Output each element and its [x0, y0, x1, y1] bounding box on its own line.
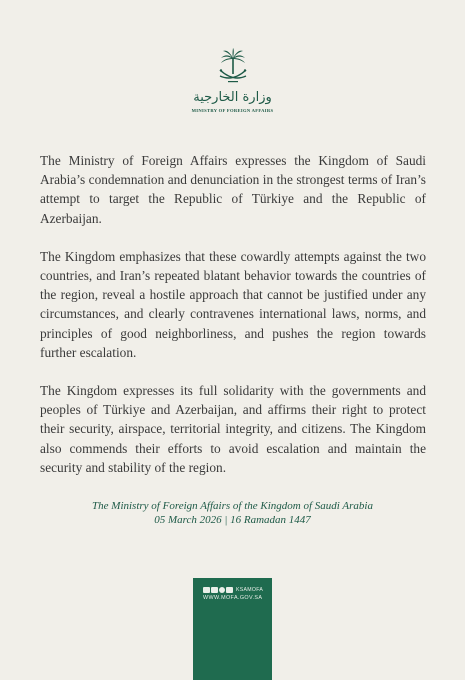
facebook-icon[interactable]	[219, 587, 225, 593]
social-handle[interactable]: KSAMOFA	[236, 586, 264, 593]
letterhead	[0, 48, 465, 113]
signature-block	[0, 499, 465, 527]
social-links	[203, 586, 263, 593]
ministry-name-arabic: وزارة الخارجية	[193, 90, 272, 105]
footer-contact-box	[193, 578, 272, 680]
x-icon[interactable]	[226, 587, 233, 593]
signature-ministry: The Ministry of Foreign Affairs of the Kingdom of Saudi Arabia	[92, 500, 373, 512]
statement-paragraph-2: The Kingdom emphasizes that these cowardly attempts against the two countries, and Iran’s repeated blatant behavior towards the countries of the region, reveal a hostile approach that cannot be justified under any circumstances, and clearly contravenes international laws, norms, and principles of good neighborliness, and pushes the region towards further escalation.	[40, 248, 426, 360]
website-link[interactable]: WWW.MOFA.GOV.SA	[203, 595, 263, 601]
saudi-emblem-icon	[216, 48, 250, 88]
statement-paragraph-1: The Ministry of Foreign Affairs expresses the Kingdom of Saudi Arabia’s condemnation and denunciation in the strongest terms of Iran’s attempt to target the Republic of Türkiye and the Republic of Azerbaijan.	[40, 153, 426, 226]
ministry-name-english: MINISTRY OF FOREIGN AFFAIRS	[191, 108, 274, 113]
signature-date: 05 March 2026 | 16 Ramadan 1447	[154, 514, 311, 526]
statement-body	[40, 151, 426, 496]
statement-paragraph-3: The Kingdom expresses its full solidarity with the governments and peoples of Türkiye and Azerbaijan, and affirms their right to protect their security, airspace, territorial integrity, and citizens. The Kingdom also commends their efforts to avoid escalation and maintain the security and stability of the region.	[40, 383, 426, 475]
instagram-icon[interactable]	[211, 587, 218, 593]
youtube-icon[interactable]	[203, 587, 210, 593]
